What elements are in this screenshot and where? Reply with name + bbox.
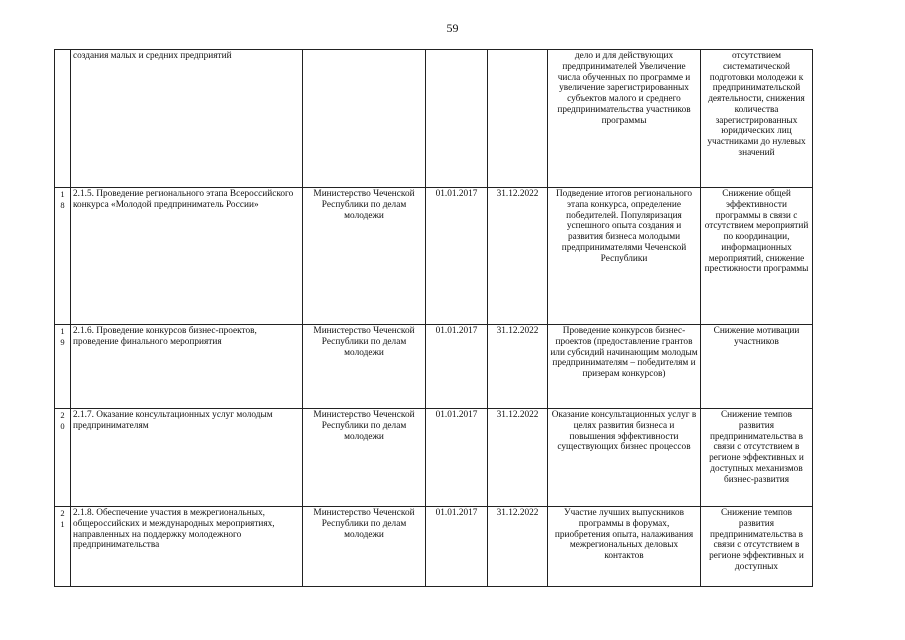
activity-cell: 2.1.5. Проведение регионального этапа Всероссийского конкурса «Молодой предприниматель России» <box>71 188 303 325</box>
end-date-cell: 31.12.2022 <box>488 325 548 409</box>
end-date-cell: 31.12.2022 <box>488 188 548 325</box>
consequences-cell: Снижение темпов развития предпринимательства в связи с отсутствием в регионе эффективных и доступных механизмов бизнес-развития <box>701 409 813 507</box>
expected-result-cell: дело и для действующих предпринимателей Увеличение числа обученных по программе и увеличение зарегистрированных субъектов малого и среднего предпринимательства участников программы <box>548 50 701 188</box>
end-date-cell <box>488 50 548 188</box>
table-row <box>55 188 813 325</box>
table-row <box>55 409 813 507</box>
row-number: 1 9 <box>55 325 71 409</box>
start-date-cell: 01.01.2017 <box>426 325 488 409</box>
consequences-cell: Снижение темпов развития предпринимательства в связи с отсутствием в регионе эффективных и доступных <box>701 507 813 587</box>
expected-result-cell: Оказание консультационных услуг в целях развития бизнеса и повышения эффективности существующих бизнес процессов <box>548 409 701 507</box>
activity-cell: 2.1.7. Оказание консультационных услуг молодым предпринимателям <box>71 409 303 507</box>
program-activities-table <box>54 49 813 587</box>
activity-cell: 2.1.8. Обеспечение участия в межрегиональных, общероссийских и международных мероприятиях, направленных на поддержку молодежного предпринимательства <box>71 507 303 587</box>
row-number <box>55 50 71 188</box>
start-date-cell: 01.01.2017 <box>426 507 488 587</box>
executor-cell: Министерство Чеченской Республики по делам молодежи <box>303 325 426 409</box>
expected-result-cell: Подведение итогов регионального этапа конкурса, определение победителей. Популяризация успешного опыта создания и развития бизнеса молодыми предпринимателями Чеченской Республики <box>548 188 701 325</box>
consequences-cell: отсутствием систематической подготовки молодежи к предпринимательской деятельности, снижения количества зарегистрированных юридических лиц участниками до нулевых значений <box>701 50 813 188</box>
table-row <box>55 325 813 409</box>
consequences-cell: Снижение общей эффективности программы в связи с отсутствием мероприятий по координации, информационных мероприятий, снижение престижности программы <box>701 188 813 325</box>
row-number: 1 8 <box>55 188 71 325</box>
executor-cell: Министерство Чеченской Республики по делам молодежи <box>303 507 426 587</box>
executor-cell <box>303 50 426 188</box>
row-number: 2 0 <box>55 409 71 507</box>
table-row <box>55 507 813 587</box>
end-date-cell: 31.12.2022 <box>488 409 548 507</box>
expected-result-cell: Участие лучших выпускников программы в форумах, приобретения опыта, налаживания межрегиональных деловых контактов <box>548 507 701 587</box>
activity-cell: создания малых и средних предприятий <box>71 50 303 188</box>
start-date-cell <box>426 50 488 188</box>
executor-cell: Министерство Чеченской Республики по делам молодежи <box>303 409 426 507</box>
executor-cell: Министерство Чеченской Республики по делам молодежи <box>303 188 426 325</box>
end-date-cell: 31.12.2022 <box>488 507 548 587</box>
page-number: 59 <box>446 21 459 35</box>
expected-result-cell: Проведение конкурсов бизнес-проектов (предоставление грантов или субсидий начинающим молодым предпринимателям – победителям и призерам конкурсов) <box>548 325 701 409</box>
table-row <box>55 50 813 188</box>
activity-cell: 2.1.6. Проведение конкурсов бизнес-проектов, проведение финального мероприятия <box>71 325 303 409</box>
start-date-cell: 01.01.2017 <box>426 188 488 325</box>
consequences-cell: Снижение мотивации участников <box>701 325 813 409</box>
start-date-cell: 01.01.2017 <box>426 409 488 507</box>
row-number: 2 1 <box>55 507 71 587</box>
